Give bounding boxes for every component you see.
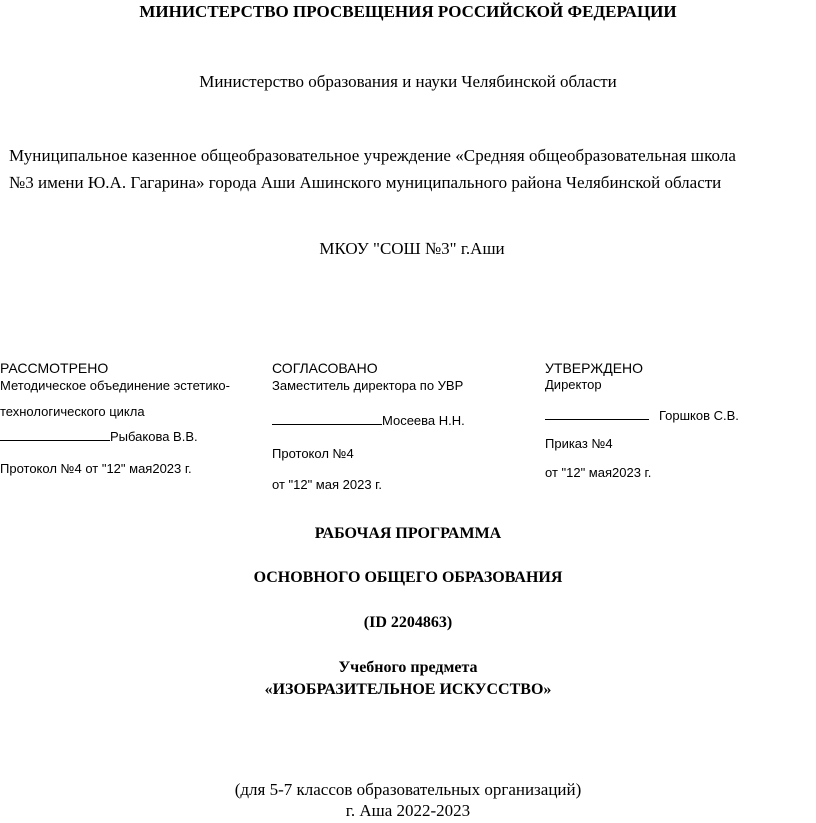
- approved-date: от "12" мая2023 г.: [545, 465, 652, 480]
- reviewed-protocol: Протокол №4 от "12" мая2023 г.: [0, 461, 192, 476]
- reviewed-signature-line: [0, 428, 198, 444]
- subject-name: «ИЗОБРАЗИТЕЛЬНОЕ ИСКУССТВО»: [264, 681, 552, 698]
- agreed-position: Заместитель директора по УВР: [272, 378, 464, 393]
- signature-underline: [0, 428, 110, 441]
- subject-label: Учебного предмета: [338, 659, 478, 676]
- signature-underline: [545, 407, 649, 420]
- school-full-name: [9, 142, 815, 196]
- school-short-name-text: МКОУ "СОШ №3" г.Аши: [319, 239, 505, 258]
- reviewed-heading: РАССМОТРЕНО: [0, 360, 109, 376]
- approval-approved-block: [545, 360, 805, 490]
- school-full-name-line2: №3 имени Ю.А. Гагарина» города Аши Ашинского муниципального района Челябинской области: [9, 173, 722, 192]
- agreed-signature-line: [272, 412, 465, 428]
- city-years: г. Аша 2022-2023: [345, 801, 471, 820]
- school-full-name-line1: Муниципальное казенное общеобразовательное учреждение «Средняя общеобразовательная школа: [9, 146, 736, 165]
- signature-underline: [272, 412, 382, 425]
- approved-position: Директор: [545, 377, 602, 392]
- approved-signer: Горшков С.В.: [659, 408, 739, 423]
- program-title: РАБОЧАЯ ПРОГРАММА: [314, 525, 502, 542]
- program-id: (ID 2204863): [363, 614, 453, 631]
- approved-order: Приказ №4: [545, 436, 613, 451]
- reviewed-body-line1: Методическое объединение эстетико-: [0, 378, 230, 393]
- agreed-heading: СОГЛАСОВАНО: [272, 360, 378, 376]
- ministry-federal-heading: МИНИСТЕРСТВО ПРОСВЕЩЕНИЯ РОССИЙСКОЙ ФЕДЕРАЦИИ: [139, 2, 677, 21]
- approved-signature-line: [545, 407, 739, 423]
- reviewed-body-line2: технологического цикла: [0, 404, 145, 419]
- agreed-signer: Мосеева Н.Н.: [382, 413, 465, 428]
- approval-reviewed-block: [0, 360, 260, 490]
- school-short-name: [0, 239, 816, 259]
- approved-heading: УТВЕРЖДЕНО: [545, 360, 644, 376]
- approval-agreed-block: [272, 360, 532, 490]
- grades-note: (для 5-7 классов образовательных организаций): [234, 780, 582, 799]
- agreed-date: от "12" мая 2023 г.: [272, 477, 382, 492]
- reviewed-signer: Рыбакова В.В.: [110, 429, 198, 444]
- agreed-protocol: Протокол №4: [272, 446, 354, 461]
- ministry-regional-heading: Министерство образования и науки Челябинской области: [199, 72, 617, 91]
- program-level: ОСНОВНОГО ОБЩЕГО ОБРАЗОВАНИЯ: [253, 569, 563, 586]
